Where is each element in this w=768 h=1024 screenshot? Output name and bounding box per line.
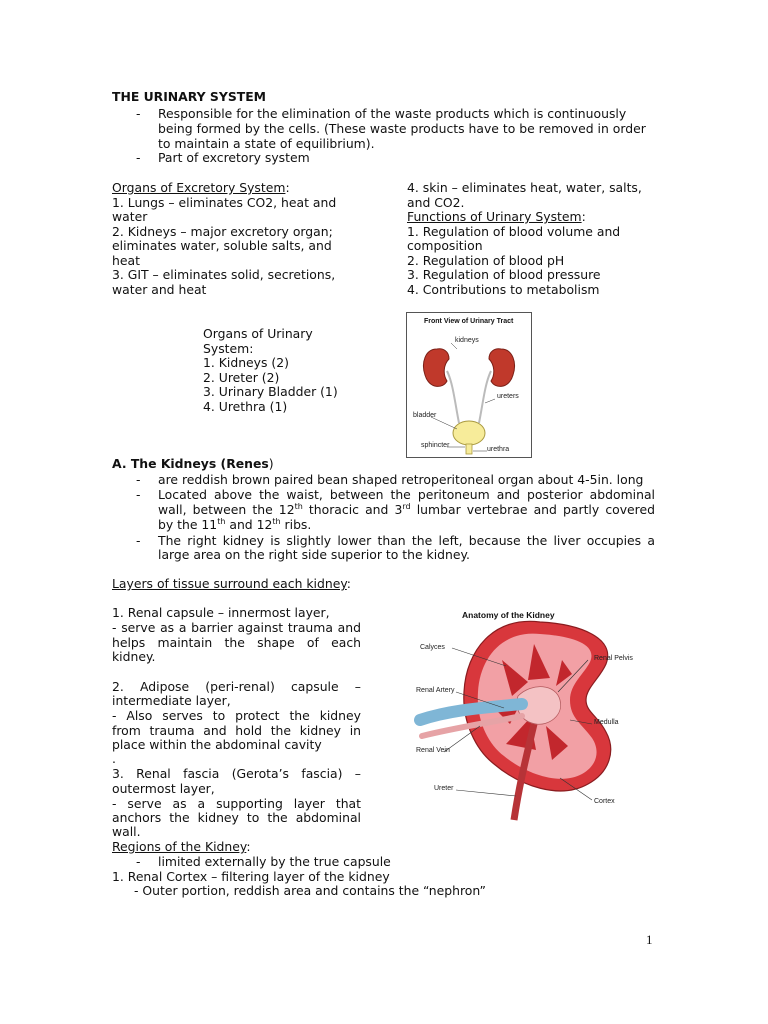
layers-line: place within the abdominal cavity (112, 737, 322, 752)
urinary-organs-line: System: (203, 341, 254, 356)
kidneys-heading-row (112, 457, 274, 472)
text-run: lumbar vertebrae and partly covered (410, 502, 655, 517)
functions-heading: Functions of Urinary System (407, 209, 582, 224)
excretory-line-skin: 4. skin – eliminates heat, water, salts, (407, 180, 642, 195)
layers-line: intermediate layer, (112, 693, 231, 708)
functions-line: 3. Regulation of blood pressure (407, 267, 601, 282)
layers-line: 1. Renal capsule – innermost layer, (112, 605, 330, 620)
bullet-dash: - (136, 106, 141, 121)
excretory-heading: Organs of Excretory System (112, 180, 286, 195)
layers-line: 3. Renal fascia (Gerota’s fascia) – (112, 766, 361, 781)
layers-line: kidney. (112, 649, 156, 664)
urinary-organs-line: 4. Urethra (1) (203, 399, 288, 414)
label-medulla: Medulla (594, 719, 619, 726)
urinary-organs-line: Organs of Urinary (203, 326, 313, 341)
urinary-tract-illustration (407, 313, 531, 457)
urinary-organs-line: 3. Urinary Bladder (1) (203, 384, 338, 399)
excretory-line: water (112, 209, 148, 224)
text-run: and 12 (225, 517, 273, 532)
kidneys-bullet-2-line-2 (158, 503, 655, 518)
bullet-dash: - (136, 150, 141, 165)
text-run: thoracic and 3 (302, 502, 403, 517)
layers-line: . (112, 751, 116, 766)
layers-line: from trauma and hold the kidney in (112, 723, 361, 738)
kidneys-bullet-2-line-1: Located above the waist, between the peritoneum and posterior abdominal (158, 487, 655, 502)
text-run: wall, between the 12 (158, 502, 295, 517)
text-run: ribs. (280, 517, 312, 532)
functions-line: 2. Regulation of blood pH (407, 253, 565, 268)
page-number: 1 (646, 932, 653, 947)
label-renal-artery: Renal Artery (416, 687, 455, 694)
kidneys-heading: A. The Kidneys (Renes (112, 456, 269, 471)
kidneys-bullet-3-line-2: large area on the right side superior to the kidney. (158, 547, 470, 562)
intro-bullet-1-line-2: being formed by the cells. (These waste products have to be removed in order (158, 121, 646, 136)
excretory-line: 1. Lungs – eliminates CO2, heat and (112, 195, 337, 210)
excretory-line: 3. GIT – eliminates solid, secretions, (112, 267, 336, 282)
regions-line: 1. Renal Cortex – filtering layer of the kidney (112, 869, 390, 884)
bullet-dash: - (136, 533, 141, 548)
excretory-heading-row: Organs of Excretory System: (112, 180, 290, 195)
regions-heading-row: Regions of the Kidney: (112, 839, 251, 854)
superscript: th (294, 501, 303, 511)
kidneys-bullet-1: are reddish brown paired bean shaped retroperitoneal organ about 4-5in. long (158, 472, 644, 487)
label-bladder: bladder (413, 412, 437, 419)
intro-bullet-2: Part of excretory system (158, 150, 310, 165)
layers-line: helps maintain the shape of each (112, 635, 361, 650)
label-ureters: ureters (497, 393, 519, 400)
page-title: THE URINARY SYSTEM (112, 89, 266, 104)
excretory-line-skin-cont: and CO2. (407, 195, 465, 210)
layers-line: - Also serves to protect the kidney (112, 708, 361, 723)
kidney-anatomy-figure (410, 600, 650, 825)
layers-line: - serve as a supporting layer that (112, 796, 361, 811)
excretory-line: eliminates water, soluble salts, and (112, 238, 332, 253)
regions-line: - Outer portion, reddish area and contains the “nephron” (134, 883, 486, 898)
layers-line: wall. (112, 824, 141, 839)
excretory-line: 2. Kidneys – major excretory organ; (112, 224, 333, 239)
functions-line: composition (407, 238, 483, 253)
layers-line: outermost layer, (112, 781, 215, 796)
functions-heading-row: Functions of Urinary System: (407, 209, 586, 224)
intro-bullet-1-line-1: Responsible for the elimination of the waste products which is continuously (158, 106, 627, 121)
label-cortex: Cortex (594, 798, 615, 805)
excretory-line: water and heat (112, 282, 207, 297)
label-renal-pelvis: Renal Pelvis (594, 655, 633, 662)
label-ureter: Ureter (434, 785, 454, 792)
functions-line: 4. Contributions to metabolism (407, 282, 600, 297)
urinary-organs-line: 1. Kidneys (2) (203, 355, 289, 370)
layers-heading-row: Layers of tissue surround each kidney: (112, 576, 351, 591)
label-renal-vein: Renal Vein (416, 747, 450, 754)
layers-line: anchors the kidney to the abdominal (112, 810, 361, 825)
layers-heading: Layers of tissue surround each kidney (112, 576, 347, 591)
functions-line: 1. Regulation of blood volume and (407, 224, 621, 239)
kidneys-bullet-3-line-1: The right kidney is slightly lower than the left, because the liver occupies a (158, 533, 655, 548)
superscript: th (217, 516, 226, 526)
label-kidneys: kidneys (455, 337, 479, 344)
label-sphincter: sphincter (421, 442, 450, 449)
excretory-line: heat (112, 253, 140, 268)
bullet-dash: - (136, 854, 141, 869)
regions-bullet-1: limited externally by the true capsule (158, 854, 391, 869)
superscript: th (272, 516, 281, 526)
kidneys-heading-paren: ) (268, 456, 274, 471)
urinary-organs-line: 2. Ureter (2) (203, 370, 280, 385)
bullet-dash: - (136, 487, 141, 502)
superscript: rd (402, 501, 411, 511)
label-urethra: urethra (487, 446, 510, 453)
bullet-dash: - (136, 472, 141, 487)
layers-line: - serve as a barrier against trauma and (112, 620, 361, 635)
urinary-tract-title: Front View of Urinary Tract (424, 318, 514, 325)
layers-line: 2. Adipose (peri-renal) capsule – (112, 679, 361, 694)
kidney-anatomy-title: Anatomy of the Kidney (462, 610, 555, 620)
label-calyces: Calyces (420, 644, 445, 651)
text-run: by the 11 (158, 517, 218, 532)
urinary-tract-figure (406, 312, 532, 458)
regions-heading: Regions of the Kidney (112, 839, 247, 854)
kidneys-bullet-2-line-3 (158, 518, 311, 533)
intro-bullet-1-line-3: to maintain a state of equilibrium). (158, 136, 375, 151)
